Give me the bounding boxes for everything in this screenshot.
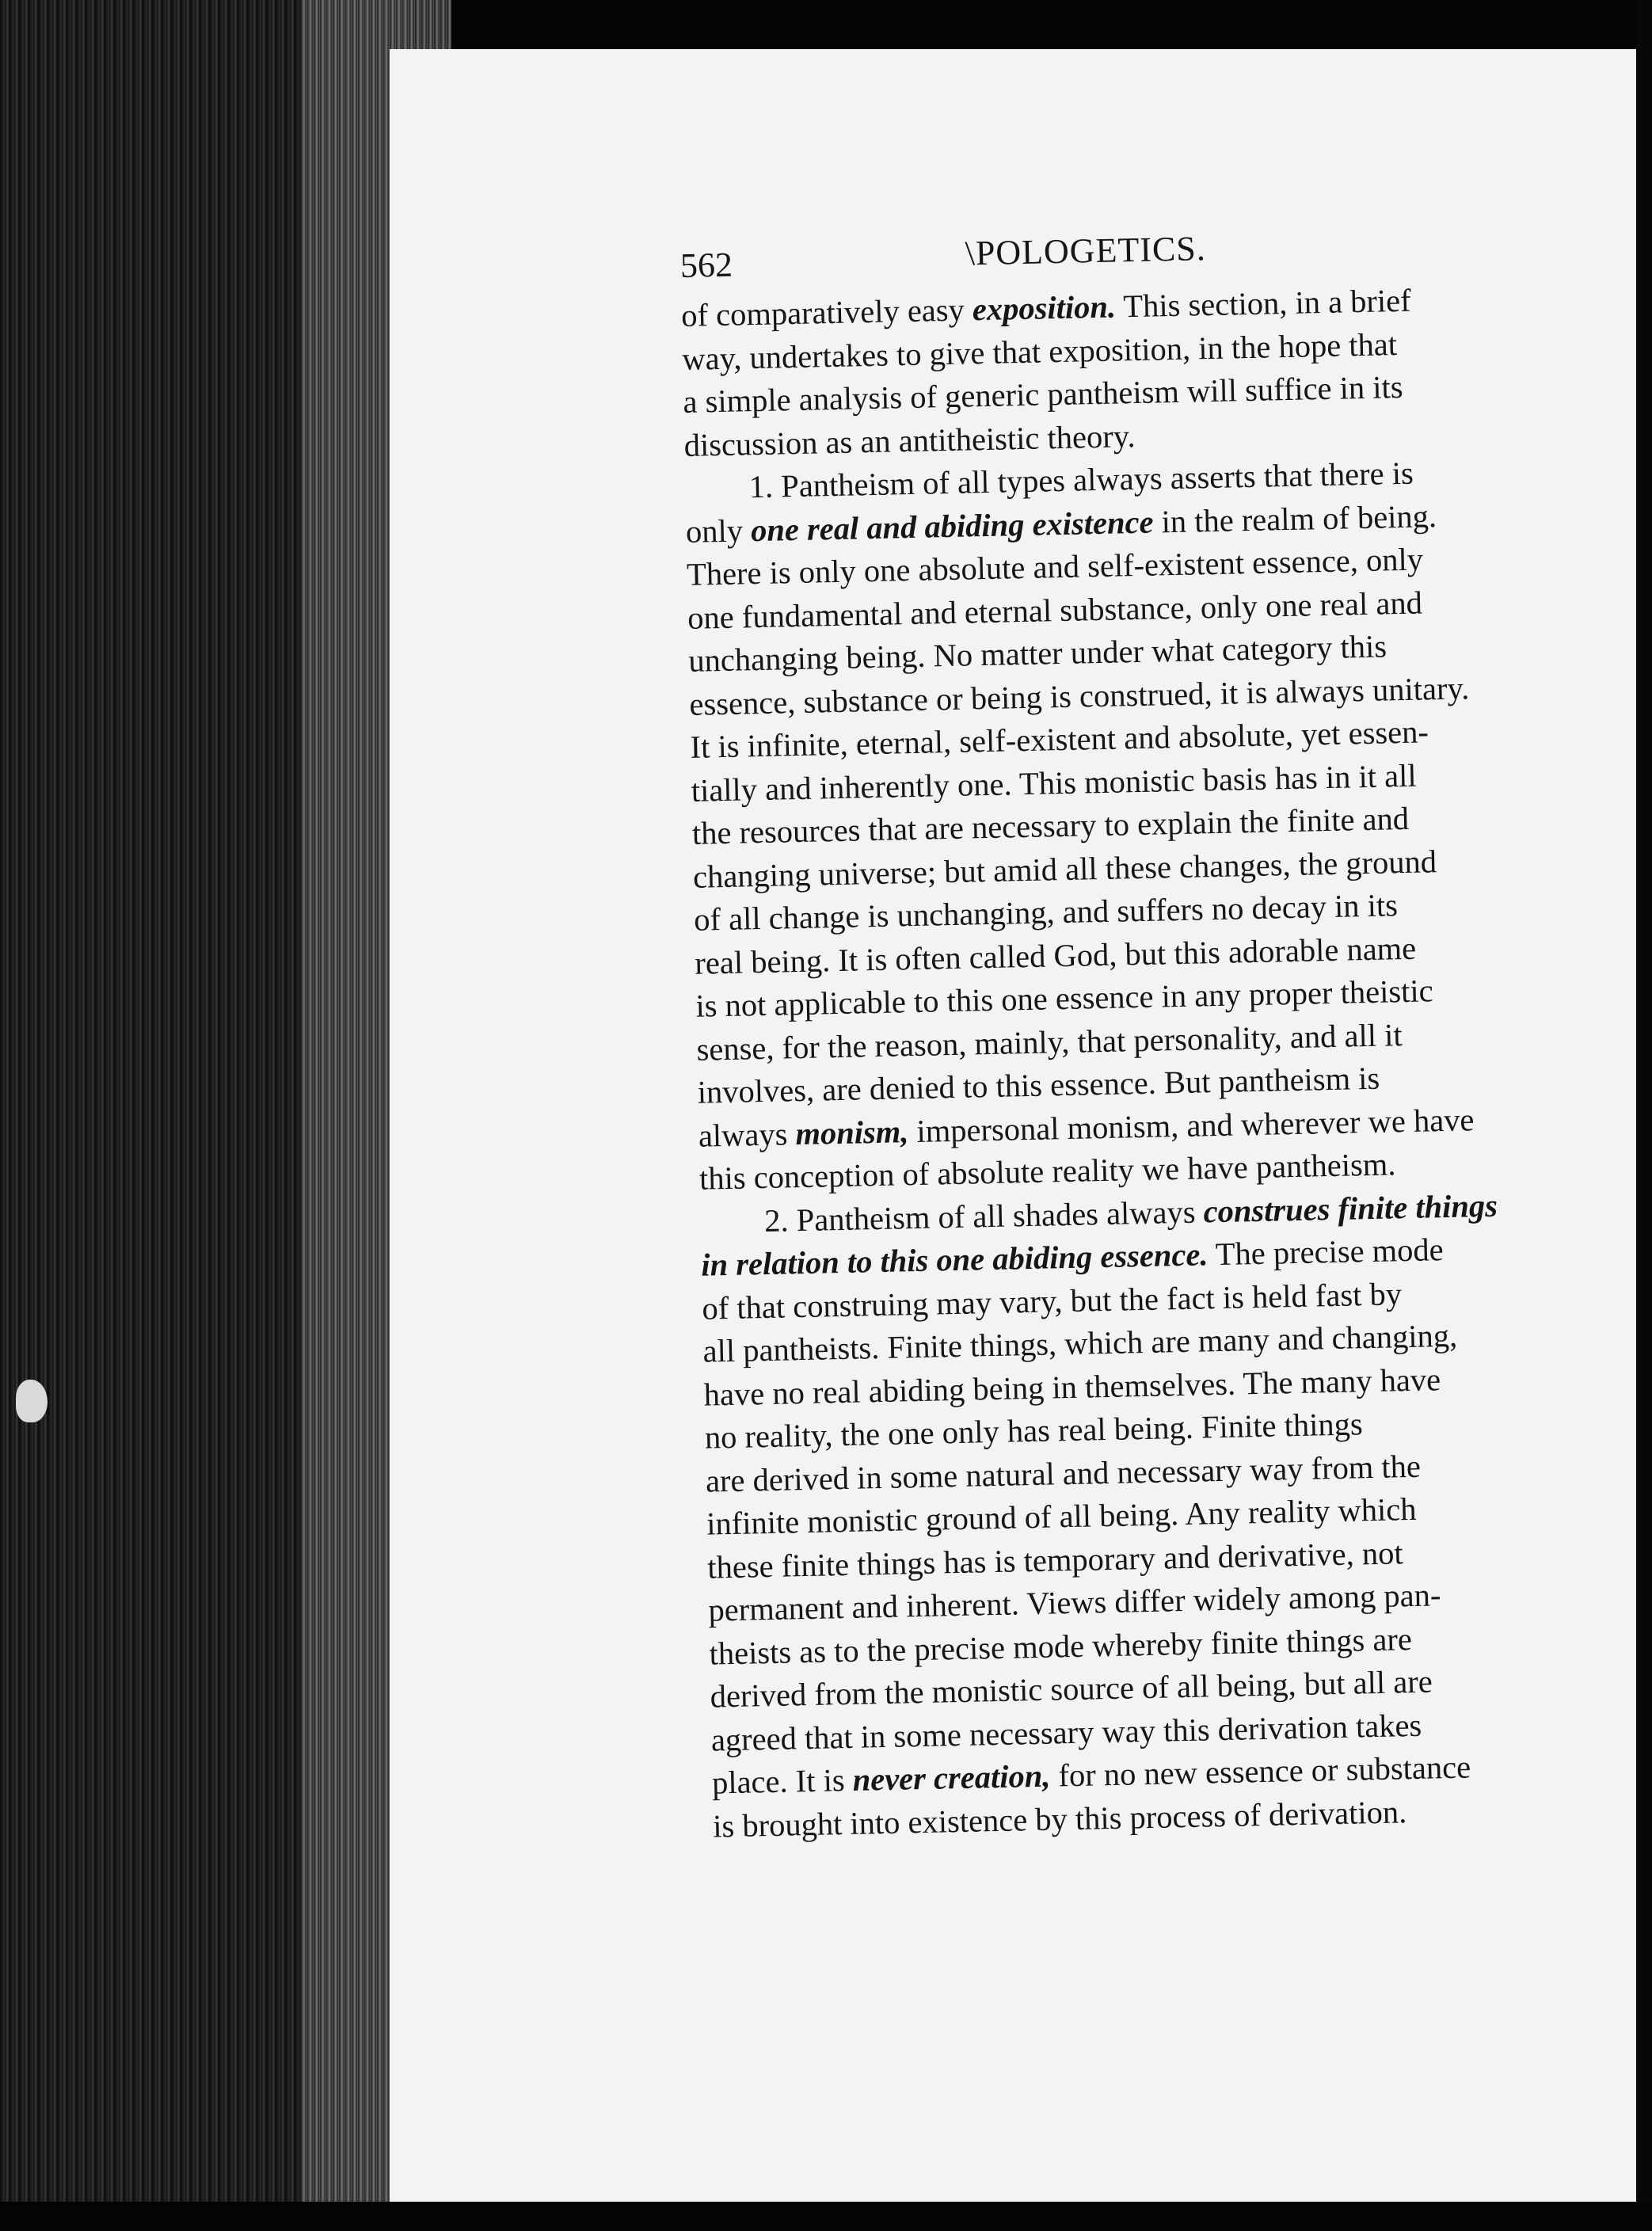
text-segment: for no new essence or substance <box>1049 1749 1471 1794</box>
text-segment: This section, in a brief <box>1115 282 1412 325</box>
text-segment: permanent and inherent. Views differ widely among pan- <box>708 1577 1441 1628</box>
text-segment: place. It is <box>711 1761 854 1801</box>
italic-phrase: exposition. <box>972 288 1117 328</box>
body-text <box>681 276 1624 1848</box>
text-segment: agreed that in some necessary way this derivation takes <box>710 1707 1422 1758</box>
italic-phrase: construes finite things <box>1203 1187 1498 1229</box>
text-segment: 2. Pantheism of all shades always <box>699 1193 1205 1240</box>
text-segment: changing universe; but amid all these changes, the ground <box>692 843 1437 895</box>
text-segment: There is only one absolute and self-existent essence, only <box>686 541 1424 592</box>
running-title: \POLOGETICS. <box>965 229 1207 273</box>
text-segment: way, undertakes to give that exposition, in the hope that <box>681 326 1398 377</box>
text-segment: sense, for the reason, mainly, that personality, and all it <box>696 1016 1403 1068</box>
text-segment: this conception of absolute reality we have pantheism. <box>698 1146 1396 1197</box>
text-segment: essence, substance or being is construed, it is always unitary. <box>689 669 1470 722</box>
text-segment: of comparatively easy <box>680 291 973 333</box>
scan-bottom-border <box>0 2202 1652 2231</box>
italic-phrase: never creation, <box>852 1757 1051 1798</box>
text-segment: discussion as an antitheistic theory. <box>683 417 1136 463</box>
text-segment: have no real abiding being in themselves. The many have <box>703 1361 1441 1413</box>
text-segment: It is infinite, eternal, self-existent and absolute, yet essen- <box>690 714 1429 765</box>
text-segment: of that construing may vary, but the fact is held fast by <box>702 1275 1403 1327</box>
text-segment: the resources that are necessary to explain the finite and <box>691 800 1410 851</box>
text-segment: only <box>685 512 752 550</box>
text-segment: of all change is unchanging, and suffers no decay in its <box>693 887 1399 938</box>
page-number: 562 <box>679 245 733 285</box>
scan-right-border <box>1636 0 1652 2231</box>
text-segment: no reality, the one only has real being. Finite things <box>704 1406 1364 1456</box>
italic-phrase: one real and abiding existence <box>750 504 1154 548</box>
text-segment: infinite monistic ground of all being. Any reality which <box>706 1491 1417 1542</box>
text-segment: these finite things has is temporary and derivative, not <box>706 1534 1404 1586</box>
text-segment: is brought into existence by this process of derivation. <box>712 1793 1407 1845</box>
text-segment: one fundamental and eternal substance, only one real and <box>687 584 1423 636</box>
text-segment: a simple analysis of generic pantheism will suffice in its <box>683 368 1403 420</box>
text-segment: all pantheists. Finite things, which are many and changing, <box>702 1317 1458 1369</box>
text-segment: The precise mode <box>1207 1232 1445 1273</box>
text-segment: are derived in some natural and necessary way from the <box>705 1448 1422 1499</box>
text-segment: derived from the monistic source of all being, but all are <box>710 1663 1433 1715</box>
text-segment: real being. It is often called God, but this adorable name <box>694 930 1417 981</box>
italic-phrase: in relation to this one abiding essence. <box>700 1236 1209 1283</box>
text-segment: unchanging being. No matter under what category this <box>687 628 1387 679</box>
scan-blot <box>16 1380 48 1422</box>
text-segment: always <box>698 1115 796 1154</box>
text-segment: 1. Pantheism of all types always asserts that there is <box>684 455 1414 506</box>
text-segment: tially and inherently one. This monistic basis has in it all <box>691 757 1418 809</box>
text-segment: in the realm of being. <box>1152 497 1437 540</box>
text-segment: impersonal monism, and wherever we have <box>908 1101 1475 1149</box>
text-segment: theists as to the precise mode whereby finite things are <box>709 1620 1413 1672</box>
text-segment: involves, are denied to this essence. But pantheism is <box>697 1060 1380 1110</box>
italic-phrase: monism, <box>795 1113 909 1152</box>
page-text <box>679 212 1624 1848</box>
text-segment: is not applicable to this one essence in any proper theistic <box>695 973 1434 1024</box>
